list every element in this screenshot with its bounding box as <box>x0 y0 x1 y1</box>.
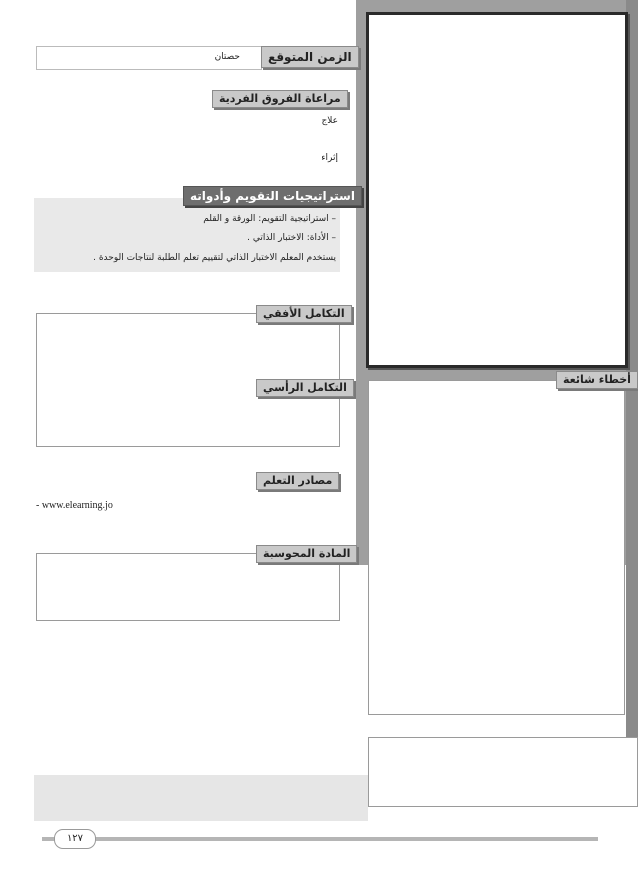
vertical-integration-label: التكامل الرأسي <box>256 379 354 397</box>
page-number: ١٢٧ <box>66 833 84 844</box>
horizontal-integration-label: التكامل الأفقي <box>256 305 352 323</box>
expected-time-value: حصتان <box>214 52 240 62</box>
learning-resources-label: مصادر التعلم <box>256 472 339 490</box>
enrichment-item: إثراء <box>321 153 338 163</box>
page-number-badge <box>54 829 96 849</box>
assessment-description-line: يستخدم المعلم الاختبار الذاتي لتقييم تعلم الطلبة لنتاجات الوحدة . <box>93 253 336 263</box>
assessment-strategies-label: استراتيجيات التقويم وأدواته <box>183 186 362 206</box>
expected-time-label: الزمن المتوقع <box>261 46 359 68</box>
remediation-item: علاج <box>321 116 338 126</box>
computerized-material-label: المادة المحوسبة <box>256 545 357 563</box>
bottom-notes-box <box>368 737 638 807</box>
assessment-tool-line: – الأداة: الاختبار الذاتي . <box>247 233 336 243</box>
computerized-material-box <box>36 553 340 621</box>
common-mistakes-box <box>368 380 625 715</box>
resources-link: - www.elearning.jo <box>36 500 113 511</box>
notes-box-top <box>366 12 628 368</box>
common-mistakes-label: أخطاء شائعة <box>556 371 638 389</box>
assessment-strategy-line: – استراتيجية التقويم: الورقة و القلم <box>203 214 336 224</box>
bottom-gray-bar <box>34 775 368 821</box>
footer-line <box>42 837 598 841</box>
individual-differences-label: مراعاة الفروق الفردية <box>212 90 348 108</box>
